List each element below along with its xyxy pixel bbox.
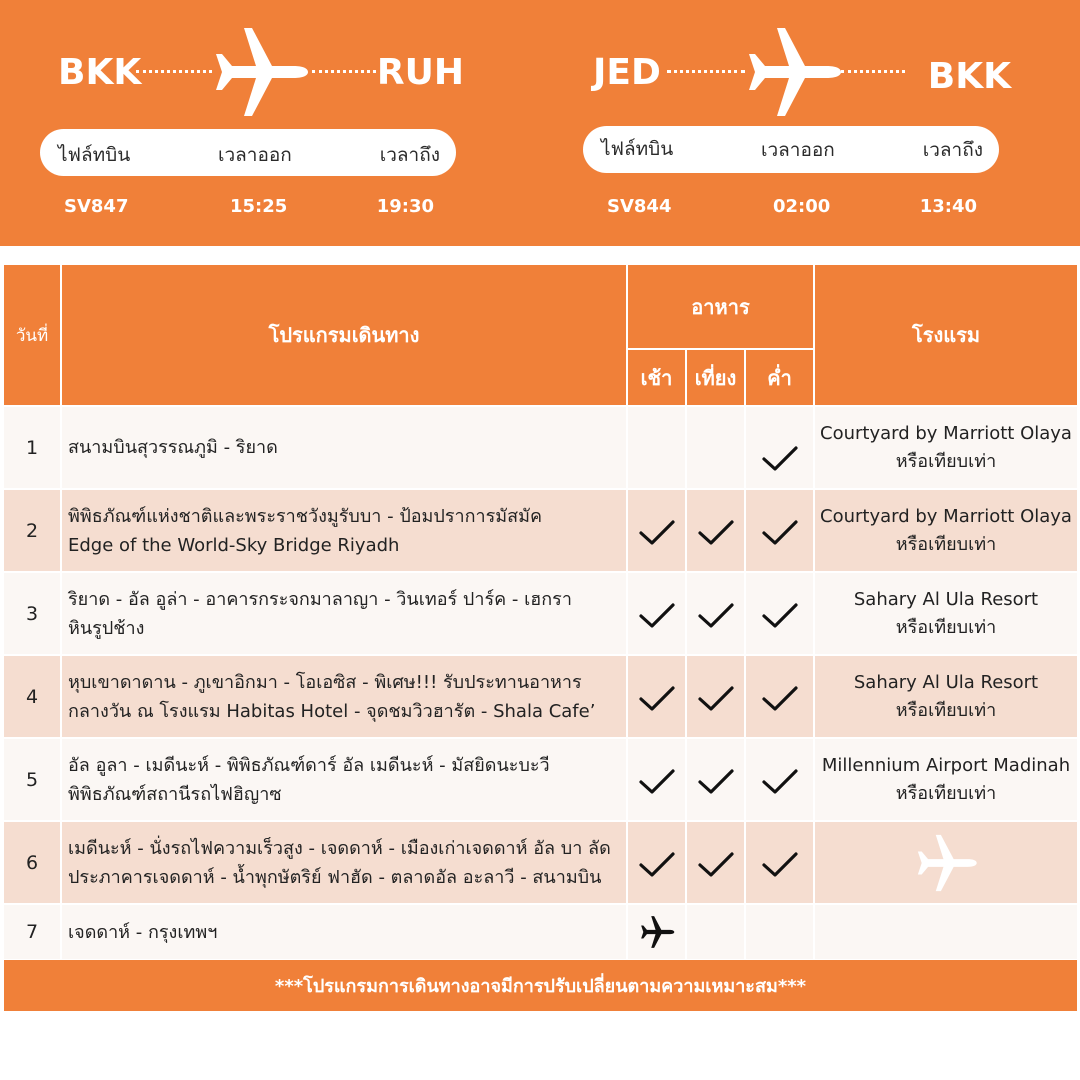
depart-time: 15:25 (230, 196, 288, 217)
check-icon (638, 685, 676, 713)
breakfast-cell (628, 407, 685, 488)
breakfast-cell (628, 739, 685, 820)
hotel-cell (815, 656, 1077, 737)
check-icon (697, 851, 735, 879)
route-dots (667, 70, 745, 73)
destination-code: BKK (927, 56, 1011, 97)
dinner-cell (746, 739, 813, 820)
check-icon (638, 768, 676, 796)
depart-label: เวลาออก (761, 139, 835, 161)
program-cell (62, 656, 626, 737)
header-dinner: ค่ำ (746, 350, 813, 405)
flight-label: ไฟล์ทบิน (58, 144, 131, 166)
breakfast-cell (628, 656, 685, 737)
dinner-cell (746, 905, 813, 959)
origin-code: BKK (58, 52, 142, 93)
hotel-line: หรือเทียบเท่า (895, 616, 997, 638)
program-line: ริยาด - อัล อูล่า - อาคารกระจกมาลาญา - วินเทอร์ ปาร์ค - เฮกรา (68, 588, 572, 610)
day-number: 2 (4, 490, 60, 571)
day-number: 1 (4, 407, 60, 488)
check-icon (638, 519, 676, 547)
table-row (4, 656, 1077, 737)
header-day: วันที่ (4, 265, 60, 405)
return-route (583, 22, 1011, 122)
dinner-cell (746, 573, 813, 654)
airplane-icon (639, 914, 675, 950)
arrive-label: เวลาถึง (379, 144, 440, 166)
lunch-cell (687, 739, 744, 820)
route-dots (312, 70, 376, 73)
check-icon (761, 851, 799, 879)
header-lunch: เที่ยง (687, 350, 744, 405)
dinner-cell (746, 822, 813, 903)
program-cell (62, 822, 626, 903)
check-icon (761, 685, 799, 713)
table-row (4, 822, 1077, 903)
arrive-time: 19:30 (376, 196, 434, 217)
depart-label: เวลาออก (218, 144, 292, 166)
lunch-cell (687, 905, 744, 959)
program-line: เมดีนะห์ - นั่งรถไฟความเร็วสูง - เจดดาห์ - เมืองเก่าเจดดาห์ อัล บา ลัด (68, 837, 611, 859)
airplane-icon (743, 22, 843, 122)
hotel-line: หรือเทียบเท่า (895, 450, 997, 472)
outbound-route (40, 22, 464, 122)
flight-number: SV847 (64, 196, 129, 217)
dinner-cell (746, 490, 813, 571)
table-header (4, 265, 1077, 405)
header-program: โปรแกรมเดินทาง (62, 265, 626, 405)
day-number: 6 (4, 822, 60, 903)
day-number: 3 (4, 573, 60, 654)
route-dots (841, 70, 905, 73)
table-row (4, 573, 1077, 654)
header-hotel: โรงแรม (815, 265, 1077, 405)
lunch-cell (687, 407, 744, 488)
breakfast-cell (628, 490, 685, 571)
hotel-line: Sahary Al Ula Resort (853, 588, 1039, 610)
flight-header (0, 0, 1080, 246)
origin-code: JED (593, 52, 661, 93)
hotel-line: Courtyard by Marriott Olaya (820, 505, 1072, 527)
program-cell (62, 905, 626, 959)
table-row (4, 407, 1077, 488)
arrive-time: 13:40 (919, 196, 977, 217)
program-line: กลางวัน ณ โรงแรม Habitas Hotel - จุดชมวิวฮารัต - Shala Cafe’ (68, 700, 596, 722)
lunch-cell (687, 656, 744, 737)
header-meals: อาหาร (628, 265, 813, 348)
hotel-line: Millennium Airport Madinah (821, 754, 1071, 776)
check-icon (761, 768, 799, 796)
lunch-cell (687, 490, 744, 571)
program-line: ประภาคารเจดดาห์ - น้ำพุกษัตริย์ ฟาฮัด - ตลาดอัล อะลาวี - สนามบิน (68, 866, 602, 888)
arrive-label: เวลาถึง (922, 139, 983, 161)
breakfast-cell (628, 905, 685, 959)
program-line: Edge of the World-Sky Bridge Riyadh (68, 534, 400, 556)
hotel-cell (815, 739, 1077, 820)
flight-info-values (583, 196, 999, 226)
hotel-line: หรือเทียบเท่า (895, 782, 997, 804)
hotel-cell (815, 573, 1077, 654)
route-dots (136, 70, 212, 73)
check-icon (697, 768, 735, 796)
hotel-cell (815, 490, 1077, 571)
airplane-icon (914, 831, 978, 895)
hotel-cell (815, 905, 1077, 959)
check-icon (697, 519, 735, 547)
program-line: เจดดาห์ - กรุงเทพฯ (68, 921, 218, 943)
depart-time: 02:00 (773, 196, 831, 217)
table-row (4, 905, 1077, 959)
flight-number: SV844 (607, 196, 672, 217)
airplane-icon (210, 22, 310, 122)
program-line: สนามบินสุวรรณภูมิ - ริยาด (68, 437, 278, 458)
program-line: พิพิธภัณฑ์สถานีรถไฟฮิญาซ (68, 783, 282, 805)
lunch-cell (687, 573, 744, 654)
program-cell (62, 407, 626, 488)
hotel-cell (815, 822, 1077, 903)
program-cell (62, 490, 626, 571)
program-cell (62, 739, 626, 820)
flight-info-labels (583, 126, 999, 173)
destination-code: RUH (376, 52, 464, 93)
breakfast-cell (628, 822, 685, 903)
table-row (4, 739, 1077, 820)
check-icon (761, 519, 799, 547)
program-cell (62, 573, 626, 654)
footer-note: ***โปรแกรมการเดินทางอาจมีการปรับเปลี่ยนตามความเหมาะสม*** (4, 960, 1077, 1011)
day-number: 5 (4, 739, 60, 820)
hotel-line: Courtyard by Marriott Olaya (820, 422, 1072, 444)
check-icon (697, 602, 735, 630)
flight-info-values (40, 196, 456, 226)
check-icon (638, 851, 676, 879)
day-number: 7 (4, 905, 60, 959)
lunch-cell (687, 822, 744, 903)
table-row (4, 490, 1077, 571)
hotel-line: Sahary Al Ula Resort (853, 671, 1039, 693)
flight-label: ไฟล์ทบิน (601, 138, 674, 160)
day-number: 4 (4, 656, 60, 737)
dinner-cell (746, 407, 813, 488)
check-icon (638, 602, 676, 630)
check-icon (761, 602, 799, 630)
program-line: พิพิธภัณฑ์แห่งชาติและพระราชวังมูรับบา - ป้อมปราการมัสมัค (68, 505, 543, 527)
flight-info-labels (40, 129, 456, 176)
return-flight (583, 0, 1063, 246)
program-line: อัล อูลา - เมดีนะห์ - พิพิธภัณฑ์ดาร์ อัล เมดีนะห์ - มัสยิดนะบะวี (68, 754, 550, 776)
header-breakfast: เช้า (628, 350, 685, 405)
program-line: หุบเขาดาดาน - ภูเขาอิกมา - โอเอซิส - พิเศษ!!! รับประทานอาหาร (68, 671, 582, 693)
check-icon (697, 685, 735, 713)
program-line: หินรูปช้าง (68, 617, 145, 639)
check-icon (761, 445, 799, 473)
breakfast-cell (628, 573, 685, 654)
hotel-cell (815, 407, 1077, 488)
dinner-cell (746, 656, 813, 737)
hotel-line: หรือเทียบเท่า (895, 533, 997, 555)
outbound-flight (40, 0, 520, 246)
hotel-line: หรือเทียบเท่า (895, 699, 997, 721)
